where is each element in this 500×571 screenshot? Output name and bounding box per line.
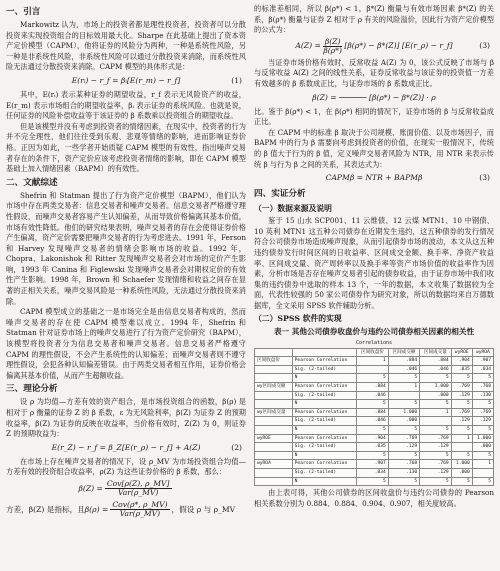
table-cell: .769: [420, 460, 451, 469]
table-cell: [255, 400, 293, 409]
table-row: [255, 477, 494, 486]
formula-6-text: β(Z) = ────── [β(ρ*) − β*(Z)] · ρ: [312, 92, 436, 102]
table-cell: .768: [472, 383, 493, 392]
table-cell: Sig. (2-tailed): [292, 417, 357, 426]
paragraph: 其中，E(rᵢ) 表示某种证券的期望收益，r_f 表示无风险资产的收益，E(r_m) 表示市场组合的期望收益率，βᵢ 表示证券的系统风险。也就是说，任何证券的风险补偿收益等于该证券的 β 系数乘以投资组合的期望收益。: [6, 89, 246, 121]
table-cell: 5: [472, 477, 493, 486]
table-cell: .130: [388, 468, 419, 477]
formula-7-text: CAPMβ = NTR + BAPMβ: [325, 173, 423, 183]
table-row: [255, 426, 494, 435]
table-cell: 5: [472, 374, 493, 383]
table-header-cell: wyROA: [472, 348, 493, 357]
section-3-heading: 三、理论分析: [6, 384, 58, 395]
table-cell: .884: [357, 383, 388, 392]
formula-5-rhs: [β(ρ*) − β*(Z)] [E(r_ρ) − r_f]: [344, 41, 453, 51]
table-cell: .046: [420, 365, 451, 374]
table-cell: .129: [420, 443, 451, 452]
table-cell: .046: [357, 417, 388, 426]
table-row: [255, 434, 494, 443]
table-cell: Pearson Correlation: [292, 357, 357, 366]
table-cell: 5: [420, 400, 451, 409]
paragraph: 在 CAPM 中的标准 β 取决于公司规模、账面价值、以及市场因子，而 BAPM 中的行为 β 需要向考虑到投资者的价值，在现实一般情况下，传统的 β 值大于行为的 β 值，定义噪声交易者风险为 NTR，用 NTR 来表示传统 β 与行为 β 之间的关系，其表达式为：: [254, 127, 494, 169]
table-cell: [255, 365, 293, 374]
table-cell: 5: [472, 400, 493, 409]
table-cell: [255, 417, 293, 426]
table-cell: N: [292, 477, 357, 486]
table-row: [255, 400, 494, 409]
table-cell: 5: [420, 477, 451, 486]
table-cell: 5: [472, 426, 493, 435]
table-row: [255, 391, 494, 400]
table-cell: Pearson Correlation: [292, 383, 357, 392]
formula-5-denominator: β(ρ*): [323, 46, 342, 56]
table-cell: 5: [388, 451, 419, 460]
formula-5: [254, 37, 494, 57]
table-cell: .129: [451, 417, 472, 426]
table-cell: 5: [388, 400, 419, 409]
table-cell: .907: [472, 357, 493, 366]
table-cell: .768: [388, 460, 419, 469]
table-cell: wy区间成交额: [255, 383, 293, 392]
table-cell: 1: [357, 357, 388, 366]
table-cell: 5: [472, 451, 493, 460]
formula-5-lhs: A(Z) =: [295, 41, 321, 51]
table-cell: 5: [388, 426, 419, 435]
section-4-heading: 四、实证分析: [254, 189, 306, 200]
table-cell: [255, 468, 293, 477]
table-cell: 5: [388, 477, 419, 486]
table-cell: .769: [472, 408, 493, 417]
table-row: [255, 365, 494, 374]
table-cell: Sig. (2-tailed): [292, 468, 357, 477]
formula-1: [6, 74, 246, 89]
table-cell: .130: [472, 391, 493, 400]
formula-5-number: (3): [479, 41, 490, 51]
table-caption: Correlations: [355, 340, 393, 347]
table-cell: 5: [451, 426, 472, 435]
correlation-table: [254, 340, 494, 486]
table-cell: .000: [420, 391, 451, 400]
section-1-heading: 一、引言: [6, 7, 41, 17]
table-cell: Sig. (2-tailed): [292, 365, 357, 374]
table-header-cell: 区间成交量: [420, 348, 451, 357]
table-cell: 5: [388, 374, 419, 383]
table-cell: [357, 365, 388, 374]
table-header-cell: [255, 348, 293, 357]
formula-3-denominator: Var(ρ_MV): [117, 488, 159, 498]
table-cell: wyROE: [255, 434, 293, 443]
formula-2-text: E(r_Z) − r_f = β_Z[E(r_ρ) − r_f] + A(Z): [51, 442, 201, 452]
table-cell: [255, 477, 293, 486]
table-cell: 5: [357, 426, 388, 435]
formula-5-numerator: β(Z): [324, 37, 341, 47]
formula-4-fraction: [110, 501, 169, 518]
table-header-cell: wyROE: [451, 348, 472, 357]
table-cell: .769: [420, 434, 451, 443]
table-cell: 5: [420, 426, 451, 435]
formula-4: [6, 500, 246, 520]
table-row: [255, 443, 494, 452]
left-column: [6, 4, 246, 571]
formula-3: [6, 479, 246, 499]
table-cell: [255, 443, 293, 452]
table-cell: 5: [451, 400, 472, 409]
table-cell: .769: [451, 408, 472, 417]
formula-3-lhs: β(Z) =: [78, 483, 103, 493]
formula-4-prefix: 方差，β(Z) 是指标，且: [6, 504, 85, 514]
paragraph: 的标准差相同，所以 β(ρ*) < 1，β*(Z) 衡量与有效市场因素 β*(Z) 的关系，β(ρ*) 衡量与证券 Z 相对于 ρ 有关的风险溢价，因此行为资产定价模型的公式为：: [254, 4, 494, 35]
table-cell: 5: [451, 374, 472, 383]
table-cell: .129: [388, 443, 419, 452]
table-cell: .000: [451, 468, 472, 477]
formula-4-lhs: β(ρ) =: [84, 504, 109, 514]
table-row: [255, 357, 494, 366]
formula-2: [6, 441, 246, 456]
table-header-row: [255, 348, 494, 357]
table-cell: 5: [451, 477, 472, 486]
paragraph: 设 ρ 为均值—方差有效的资产组合，是市场投资组合的函数，β(ρ) 是相对于 ρ 衡量的证券 Z 的 β 系数，ε 为无风险利率，β(Z) 为证券 Z 的预期收益率，β(Z) 为证券的反映在收益率，当价格有效时，Z(Z) 为 0，则证券 Z 的预期收益为：: [6, 397, 246, 439]
table-cell: Sig. (2-tailed): [292, 443, 357, 452]
table-cell: Pearson Correlation: [292, 434, 357, 443]
table-cell: [472, 468, 493, 477]
table-cell: .769: [451, 383, 472, 392]
formula-4-denominator: Var(ρ_MV): [119, 509, 161, 519]
paragraph: 当证券市场价格有效时，反常收益 A(Z) 为 0，该公式反映了市场与 β 与反常收益 A(Z) 之间的线性关系，证券反常收益与该证券的投资值一方差有效越多的 β 系数成正比，与证券市场的 β 系数成正比。: [254, 57, 494, 88]
table-title: 表一 其他公司债券收盘价与违约公司债券相关因素的相关性: [273, 327, 475, 337]
table-cell: .000: [472, 443, 493, 452]
formula-7-number: (3): [479, 173, 490, 183]
table-cell: wy区间成交量: [255, 408, 293, 417]
paragraph: 由上表可得，其他公司债券的区间收盘价与违约公司债券的 Pearson 相关系数分别为 0.884、0.884、0.904、0.907，相关度较高。: [254, 488, 494, 508]
table-row: [255, 408, 494, 417]
table-cell: .000: [388, 417, 419, 426]
table-cell: .046: [388, 365, 419, 374]
formula-4-numerator: Cov(ρ*, ρ_MV): [112, 500, 168, 510]
table-cell: 区间收盘价: [255, 357, 293, 366]
table-cell: .904: [451, 357, 472, 366]
table-cell: 1.000: [472, 434, 493, 443]
table-cell: [255, 426, 293, 435]
table-cell: 5: [420, 451, 451, 460]
table-header-cell: 区间成交额: [388, 348, 419, 357]
table-row: [255, 460, 494, 469]
table-cell: N: [292, 374, 357, 383]
table-row: [255, 468, 494, 477]
table-cell: .035: [357, 443, 388, 452]
table-cell: [388, 391, 419, 400]
formula-1-text: E(rᵢ) − r_f = βᵢ[E(r_m) − r_f]: [71, 76, 181, 86]
table-cell: [255, 374, 293, 383]
table-cell: [451, 443, 472, 452]
formula-6: [254, 91, 494, 106]
table-cell: 1: [420, 408, 451, 417]
table-cell: N: [292, 451, 357, 460]
table-cell: 5: [357, 451, 388, 460]
table-cell: .907: [357, 460, 388, 469]
table-cell: .046: [357, 391, 388, 400]
table-cell: 5: [451, 451, 472, 460]
table-cell: [255, 451, 293, 460]
table-body: [255, 357, 494, 486]
table-cell: 5: [357, 477, 388, 486]
paragraph: 比。鉴于 β(ρ*) < 1，在 β(ρ*) 相同的情况下，证券市场的 β 与反常收益成正比。: [254, 106, 494, 127]
paragraph: 鉴于 15 山水 SCP001、11 云维债、12 云煤 MTN1、10 中钢债、10 英利 MTN1 这五种公司债券在近期发生违约，这五种债券的发行情况符合公司债券市场造成噪声现象，从而引起债券市场的波动，本文从这五种违约债券发行时间区间的日收益率、区间成交金额、换手率、净资产收益率、区间成交量、资产周转率以及换手率等资产市场价值的收益率作为因素，分析市场是否存在噪声交易者引起的债券收益，由于证券市场中我们收集的违约债券中选取的样本 13 个，一年的数据，本文收集了数据较为全面，代表性较强的 50 家公司债券作为研究对象，所以的数据均来自万德数据库，全文采用 SPSS 软件辅助分析。: [254, 216, 494, 310]
paragraph: Shefrin 和 Statman 提出了行为资产定价模型（BAPM），他们认为市场中存在两类交易者：信息交易者和噪声交易者。信息交易者严格遵守理性假设，而噪声交易者容易产生认知偏差，从而导致价格偏离其基本价值，市场有效性降低。他们的研究结果表明，噪声交易者的存在会使得证券价格产生偏离，资产定价需要把噪声交易者的行为考虑进去。1991 年，Ferson 和 Harvey 发现噪声交易者的情绪会影响市场的收益。1992 年，Chopra、Lakonishok 和 Ritter 发现噪声交易者会对市场的定价产生影响，1993 年 Canina 和 Figlewski 发现噪声交易者会对期权定价的有效性产生影响。1998 年，Brown 和 Schaefer 发现情绪和收益之间存在显著的正相关关系，噪声交易风险是一种系统性风险，无法通过分散投资来消除。: [6, 190, 246, 306]
table-row: [255, 374, 494, 383]
table-header-cell: 区间收盘价: [357, 348, 388, 357]
table-cell: .884: [420, 357, 451, 366]
table-cell: 1.000: [420, 383, 451, 392]
table-cell: .904: [357, 434, 388, 443]
formula-5-fraction: [323, 38, 343, 55]
formula-3-fraction: [105, 480, 172, 497]
table-cell: [255, 391, 293, 400]
table-cell: .129: [420, 468, 451, 477]
table-cell: .884: [388, 357, 419, 366]
formula-3-numerator: Cov[ρ(Z), ρ_MV]: [106, 479, 170, 489]
table-cell: .884: [357, 408, 388, 417]
table-cell: Sig. (2-tailed): [292, 391, 357, 400]
paragraph: 但是该模型并没有考虑到投资者的情绪因素，在现实中，投资者的行为并不完全理性，他们往往受到乐观、悲观等情绪的影响，进而影响证券价格。正因为如此，一些学者开始质疑 CAPM 模型的有效性，指出噪声交易者存在的条件下，资产定价应该考虑投资者情绪的影响，即在 CAPM 模型基础上加入情绪因素（BAPM）的有效性。: [6, 121, 246, 174]
table-cell: .035: [451, 365, 472, 374]
section-2-heading: 二、文献综述: [6, 177, 58, 188]
right-column: [254, 4, 494, 571]
table-cell: 5: [357, 374, 388, 383]
formula-7: [254, 171, 494, 186]
table-cell: 1.000: [451, 460, 472, 469]
formula-2-number: (2): [231, 442, 242, 452]
table-cell: wyROA: [255, 460, 293, 469]
formula-4-suffix: ，假设 ρ 与 ρ_MV: [171, 504, 236, 514]
table-cell: Pearson Correlation: [292, 460, 357, 469]
table-header-cell: [292, 348, 357, 357]
table-cell: .129: [472, 417, 493, 426]
table-cell: .769: [388, 434, 419, 443]
paragraph: 在市场上存在噪声交易者的情况下，设 ρ_MV 为市场投资组合均值—方差有效的投资组合收益率，ρ(Z) 为这些证券价格的 β 系数，那么：: [6, 456, 246, 477]
table-cell: .034: [357, 468, 388, 477]
paragraph: Markowitz 认为，市场上的投资者都是理性投资者，投资者可以分散投资来实现投资组合的目标效用最大化。Sharpe 在此基础上提出了资本资产定价模型（CAPM），他将证券的风险分为两种，一种是系统性风险，另一种是非系统性风险，非系统性风险可以通过分散投资来消除，而系统性风险无法通过分散投资来消除。CAPM 模型的具体形式是：: [6, 20, 246, 72]
table-cell: 1.000: [388, 408, 419, 417]
table-row: [255, 383, 494, 392]
table-cell: .034: [472, 365, 493, 374]
subsection-4-1-heading: （一）数据来源及说明: [254, 204, 332, 214]
table-cell: 1: [451, 434, 472, 443]
table-cell: 1: [472, 460, 493, 469]
table-cell: 5: [420, 374, 451, 383]
formula-1-number: (1): [231, 76, 242, 86]
table-cell: [420, 417, 451, 426]
table-cell: 5: [357, 400, 388, 409]
table-row: [255, 417, 494, 426]
subsection-4-2-heading: （二）SPSS 软件的实现: [254, 314, 342, 324]
table-cell: N: [292, 400, 357, 409]
table-cell: .129: [451, 391, 472, 400]
table-cell: Pearson Correlation: [292, 408, 357, 417]
table-cell: N: [292, 426, 357, 435]
table-row: [255, 451, 494, 460]
paragraph: CAPM 模型成立的基础之一是市场完全是由信息交易者构成的，然而噪声交易者的存在使 CAPM 模型难以成立。1994 年，Shefrin 和 Statman 针对证券市场上的噪声交易进行了行为资产定价研究（BAPM），该模型将投资者分为信息交易者和噪声交易者。信息交易者严格遵守 CAPM 的理性假设，不会产生系统性的认知偏差；而噪声交易者则不遵守理性假设，会犯各种认知偏差错误。由于两类交易者相互作用，证券价格会偏离其基本价值，从而产生超额收益。: [6, 307, 246, 380]
table-cell: 1: [388, 383, 419, 392]
